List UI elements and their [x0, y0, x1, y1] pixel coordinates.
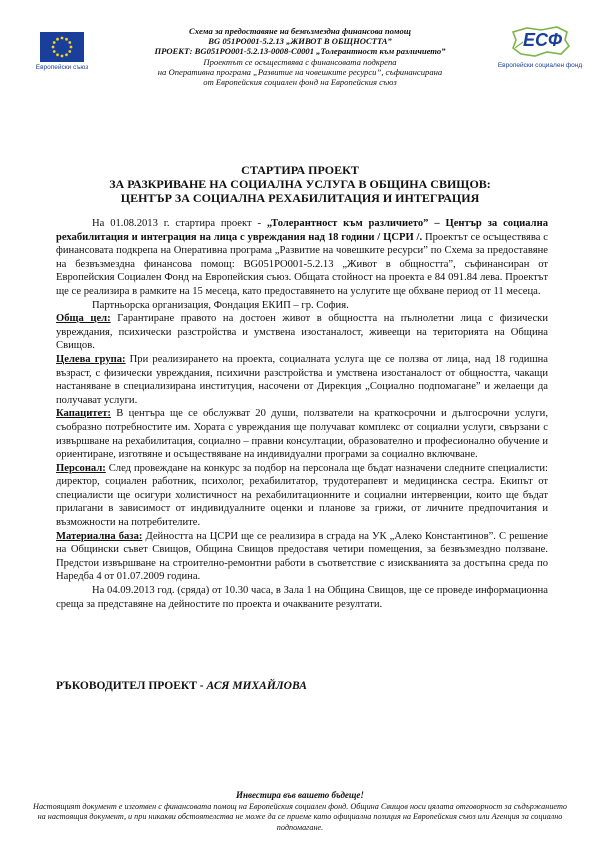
esf-caption: Европейски социален фонд	[497, 62, 583, 69]
header-text	[110, 26, 490, 87]
intro-paragraph	[56, 217, 548, 299]
project-leader	[56, 680, 307, 692]
capacity-paragraph	[56, 407, 548, 461]
capacity-label: Капацитет:	[56, 408, 111, 420]
meeting-paragraph: На 04.09.2013 год. (сряда) от 10.30 часа, в Зала 1 на Община Свищов, ще се проведе информационна среща за представяне на дейностите по проекта и очакваните резултати.	[56, 585, 548, 610]
target-label: Целева група:	[56, 353, 126, 365]
header-line-3: ПРОЕКТ: BG051PO001-5.2.13-0008-C0001 „Толерантност към различието”	[154, 46, 446, 57]
staff-label: Персонал:	[56, 462, 106, 474]
title-line-3: ЦЕНТЪР ЗА СОЦИАЛНА РЕХАБИЛИТАЦИЯ И ИНТЕГРАЦИЯ	[120, 191, 480, 205]
eu-flag-icon	[40, 32, 84, 62]
esf-logo	[494, 24, 586, 69]
partner-paragraph: Партньорска организация, Фондация ЕКИП – гр. София.	[92, 299, 349, 311]
document-title	[0, 163, 600, 205]
leader-name: АСЯ МИХАЙЛОВА	[206, 680, 307, 692]
eu-logo	[28, 32, 96, 71]
header-line-5: на Оперативна програма „Развитие на човешките ресурси”, съфинансирана	[157, 66, 443, 77]
footer-slogan: Инвестира във вашето бъдеще!	[236, 790, 364, 800]
goal-label: Обща цел:	[56, 313, 111, 325]
footer-disclaimer: Настоящият документ е изготвен с финансовата помощ на Европейския социален фонд. Община Свищов носи цялата отговорност за съдържанието на настоящия документ, и при никакви обстоятелства не може да се приеме като официална позиция на Европейския съюз или Агенция за социално подпомагане.	[33, 801, 567, 832]
base-text: Дейността на ЦСРИ ще се реализира в сграда на УК „Алеко Константинов”. С решение на Общински съвет Свищов, Община Свищов предоставя четири помещения, за безвъзмездно ползване. Предстои извършване на строително-ремонтни работи в съответствие с изискванията за достъпна среда по Наредба 4 от 01.07.2009 година.	[56, 530, 549, 583]
header-line-4: Проектът се осъществява с финансовата подкрепа	[203, 56, 397, 67]
header-line-1: Схема за предоставяне на безвъзмездна финансова помощ	[189, 26, 411, 36]
target-text: При реализирането на проекта, социалната услуга ще се ползва от лица, над 18 годишна възраст, с физически увреждания, психични разстройства и умствена изостаналост от общността, чакащи настаняване в специализирана институция, насочени от Дирекция „Социално подпомагане” и желаещи да получават услуги.	[56, 353, 549, 406]
esf-logo-icon	[507, 24, 573, 60]
staff-paragraph	[56, 462, 548, 530]
capacity-text: В центъра ще се обслужват 20 души, ползватели на краткосрочни и дългосрочни услуги, съобразно потребностите им. Хората с увреждания ще получават комплекс от социални услуги, свързани с извършване на рехабилитация, социално – правни консултации, образователно и професионално обучение и ориентиране, изготвяне и осъществяване на индивидуални програми за социално включване.	[56, 408, 548, 461]
target-paragraph	[56, 353, 548, 407]
title-line-1: СТАРТИРА ПРОЕКТ	[241, 163, 359, 177]
staff-text: След провеждане на конкурс за подбор на персонала ще бъдат назначени следните специалисти: директор, социален работник, психолог, рехабилитатор, трудотерапевт и медицинска сестра. Екипът от специалисти ще осигури холистичност на рехабилитационните и социални интервенции, които ще бъдат прилагани в зависимост от индивидуалните оценки и планове за грижи, от личните предпочитания и възможности на потребителите.	[56, 462, 548, 529]
project-name: „Толерантност към различието” – Център за социална рехабилитация и интеграция на лица с увреждания над 18 години / ЦСРИ /.	[56, 218, 549, 243]
base-paragraph	[56, 530, 548, 584]
header-line-6: от Европейския социален фонд на Европейския съюз	[203, 77, 397, 88]
title-line-2: ЗА РАЗКРИВАНЕ НА СОЦИАЛНА УСЛУГА В ОБЩИНА СВИЩОВ:	[109, 177, 491, 191]
goal-text: Гарантиране правото на достоен живот в общността на пълнолетни лица с физически увреждания, психически разстройства и умствена изостаналост, живеещи на територията на Община Свищов.	[56, 313, 548, 352]
goal-paragraph	[56, 312, 548, 353]
leader-label: РЪКОВОДИТЕЛ ПРОЕКТ -	[56, 680, 207, 692]
document-footer	[30, 790, 570, 833]
base-label: Материална база:	[56, 530, 143, 542]
document-header	[0, 20, 600, 130]
intro-text-a: На 01.08.2013 г. стартира проект -	[92, 218, 267, 229]
eu-caption: Европейски съюз	[35, 64, 89, 71]
document-body	[56, 217, 548, 611]
intro-text-b: Проектът се осъществява с финансовата подкрепа на Оперативна програма „Развитие на човешките ресурси” по Схема за предоставяне на безвъзмездна финансова помощ: BG051PO001-5.2.13 „Живот в общността”, съфинансиран от Европейския Социален Фонд на Европейския съюз. Общата стойност на проекта е 84 091.84 лева. Проектът ще се реализира в рамките на 15 месеца, като предоставянето на услугите ще обхване период от 11 месеца.	[56, 231, 548, 297]
esf-mark-text: ЕСФ	[523, 30, 563, 50]
header-line-2: BG 051PO001-5.2.13 „ЖИВОТ В ОБЩНОСТТА”	[208, 36, 392, 47]
